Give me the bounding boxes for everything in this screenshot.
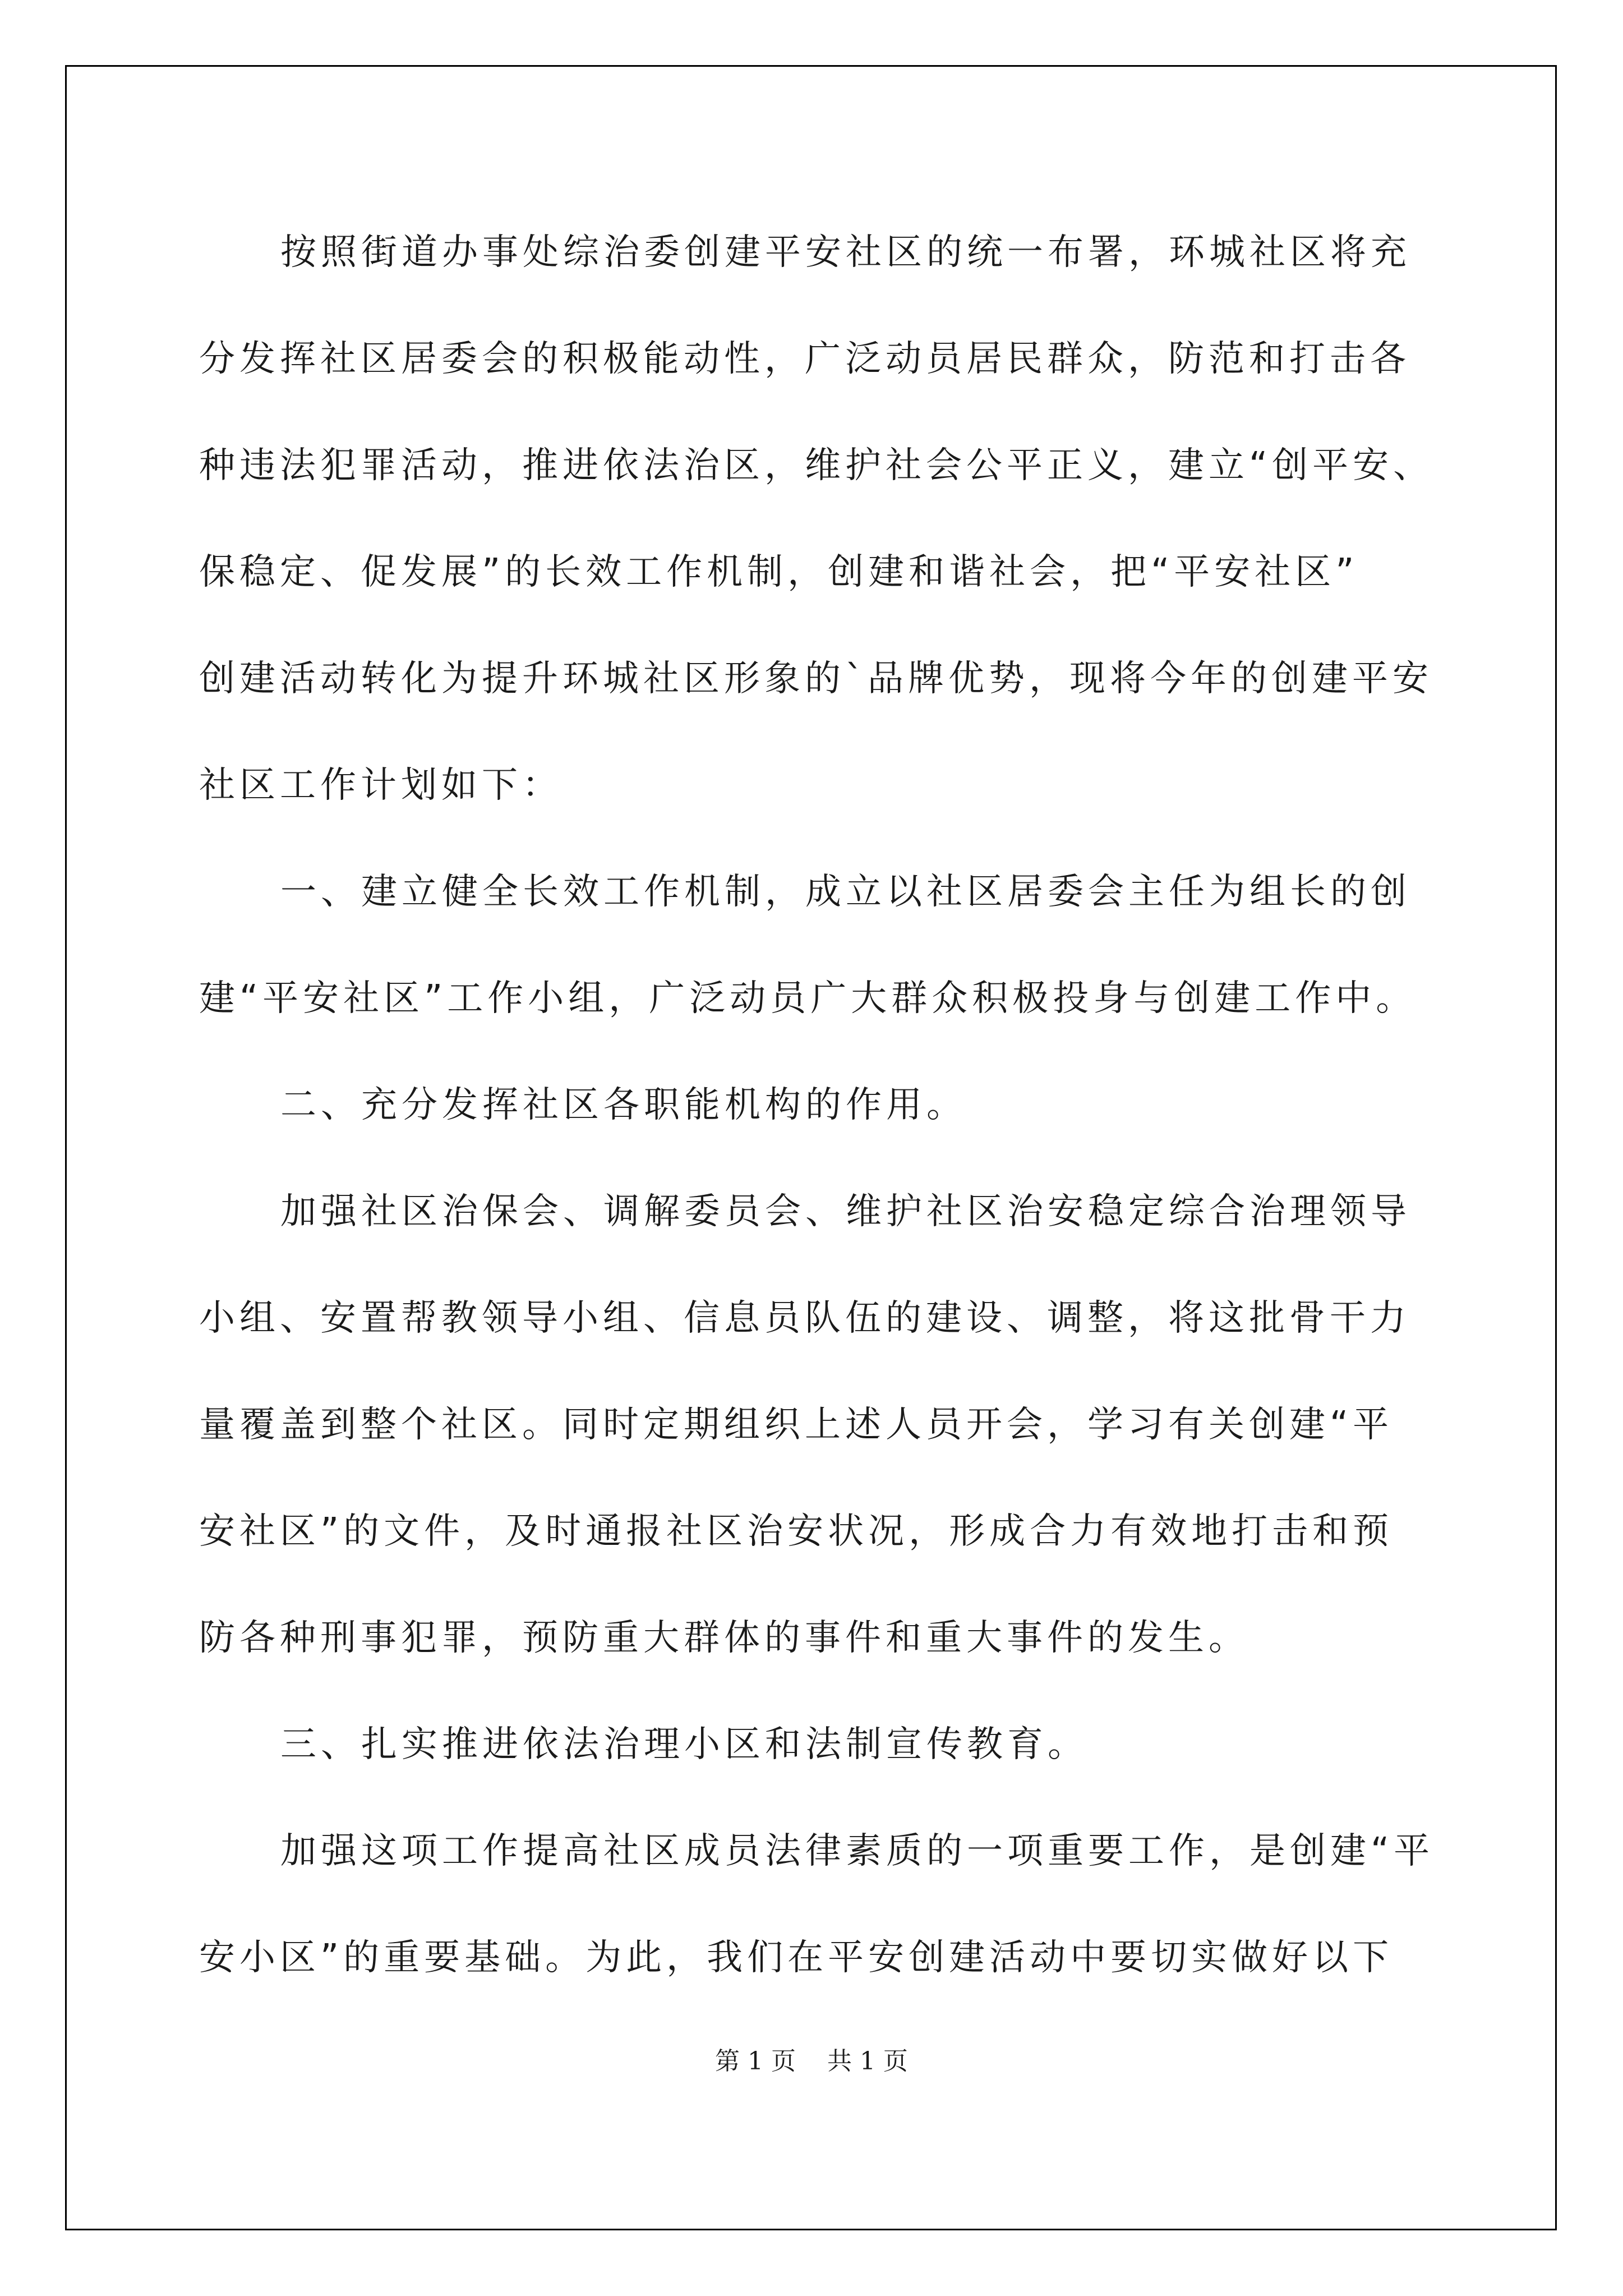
paragraph-line: 小组、安置帮教领导小组、信息员队伍的建设、调整，将这批骨干力 <box>199 1297 1410 1339</box>
paragraph-line: 分发挥社区居委会的积极能动性，广泛动员居民群众，防范和打击各 <box>199 338 1410 380</box>
paragraph-line: 按照街道办事处综治委创建平安社区的统一布署，环城社区将充 <box>280 232 1411 273</box>
paragraph-line: 建“平安社区”工作小组，广泛动员广大群众积极投身与创建工作中。 <box>199 978 1417 1019</box>
paragraph-line: 加强这项工作提高社区成员法律素质的一项重要工作，是创建“平 <box>280 1830 1435 1872</box>
paragraph-line: 一、建立健全长效工作机制，成立以社区居委会主任为组长的创 <box>280 871 1411 913</box>
paragraph-line: 防各种刑事犯罪，预防重大群体的事件和重大事件的发生。 <box>199 1617 1249 1659</box>
section-heading: 三、扎实推进依法治理小区和法制宣传教育。 <box>280 1724 1088 1765</box>
page-border <box>65 65 1557 2230</box>
paragraph-line: 创建活动转化为提升环城社区形象的`品牌优势，现将今年的创建平安 <box>199 658 1433 700</box>
paragraph-line: 加强社区治保会、调解委员会、维护社区治安稳定综合治理领导 <box>280 1191 1411 1232</box>
paragraph-line: 安小区”的重要基础。为此，我们在平安创建活动中要切实做好以下 <box>199 1937 1394 1978</box>
paragraph-line: 种违法犯罪活动，推进依法治区，维护社会公平正义，建立“创平安、 <box>199 445 1434 486</box>
paragraph-line: 量覆盖到整个社区。同时定期组织上述人员开会，学习有关创建“平 <box>199 1404 1394 1446</box>
section-heading: 二、充分发挥社区各职能机构的作用。 <box>280 1084 967 1126</box>
paragraph-line: 保稳定、促发展”的长效工作机制，创建和谐社会，把“平安社区” <box>199 551 1359 593</box>
page-number-footer: 第 1 页 共 1 页 <box>715 2047 908 2076</box>
paragraph-line: 安社区”的文件，及时通报社区治安状况，形成合力有效地打击和预 <box>199 1511 1394 1552</box>
paragraph-line: 社区工作计划如下： <box>199 765 562 806</box>
